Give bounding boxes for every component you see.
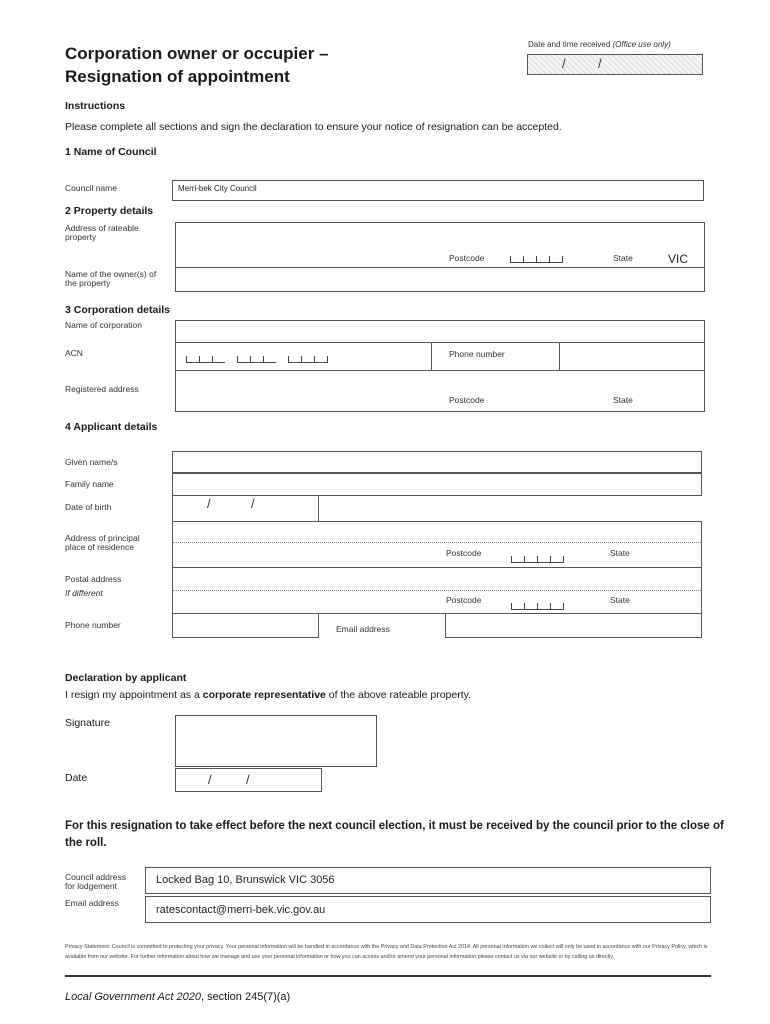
given-names-label: Given name/s [65, 457, 118, 467]
office-use-label-note: (Office use only) [612, 40, 671, 49]
lodgement-email-box [145, 896, 711, 923]
declaration-text [65, 689, 471, 701]
office-date-slash-1: / [562, 56, 566, 71]
postal-address-note-text: If different [65, 588, 103, 598]
dob-field[interactable] [172, 495, 319, 522]
residence-postcode-boxes[interactable] [511, 553, 564, 563]
declaration-date-label: Date [65, 772, 88, 784]
declaration-heading: Declaration by applicant [65, 672, 187, 684]
council-name-field[interactable] [172, 180, 704, 201]
applicant-phone-label: Phone number [65, 620, 121, 630]
footer-rule [65, 975, 711, 977]
declaration-date-slash-2: / [246, 772, 250, 787]
dob-slash-2: / [251, 496, 255, 511]
residence-state-label: State [610, 548, 630, 558]
lodgement-address-box [145, 867, 711, 894]
corporation-phone-label: Phone number [449, 349, 505, 359]
dob-label: Date of birth [65, 502, 112, 512]
lodgement-address-label-line1: Council address [65, 872, 126, 882]
declaration-text-after: of the above rateable property. [325, 689, 472, 701]
section-1-heading: 1 Name of Council [65, 146, 157, 158]
registered-postcode-label: Postcode [449, 395, 485, 405]
property-address-label-line2: property [65, 232, 97, 242]
declaration-text-before: I resign my appointment as a [65, 689, 203, 701]
acn-label: ACN [65, 348, 83, 358]
postal-state-label: State [610, 595, 630, 605]
postal-address-note [65, 589, 103, 598]
residence-dotted-line [173, 542, 701, 543]
applicant-phone-field[interactable] [172, 613, 319, 638]
residence-address-field[interactable] [172, 521, 702, 568]
postal-dotted-line [173, 590, 701, 591]
form-title-line1: Corporation owner or occupier – [65, 44, 329, 63]
owner-name-label-line1: Name of the owner(s) of [65, 269, 157, 279]
dob-slash-1: / [207, 496, 211, 511]
applicant-email-label: Email address [336, 624, 390, 634]
property-postcode-boxes[interactable] [510, 253, 563, 263]
registered-address-label: Registered address [65, 384, 139, 394]
acn-divider [431, 343, 432, 370]
applicant-email-field[interactable] [445, 613, 702, 638]
form-title [65, 42, 329, 88]
lodgement-address-label [65, 873, 126, 891]
declaration-date-slash-1: / [208, 772, 212, 787]
declaration-date-field[interactable] [175, 768, 322, 792]
owner-name-label [65, 270, 156, 288]
registered-address-field[interactable] [175, 370, 705, 412]
postal-address-label: Postal address [65, 574, 122, 584]
lodgement-address-label-line2: for lodgement [65, 881, 117, 891]
property-state-value: VIC [668, 252, 689, 266]
lodgement-email-label: Email address [65, 898, 119, 908]
postal-postcode-boxes[interactable] [511, 600, 564, 610]
property-address-label [65, 224, 139, 242]
lodgement-email-value[interactable]: ratescontact@merri-bek.vic.gov.au [156, 904, 326, 916]
section-3-heading: 3 Corporation details [65, 304, 171, 316]
property-postcode-label: Postcode [449, 253, 485, 263]
residence-address-label-line2: place of residence [65, 542, 134, 552]
registered-state-label: State [613, 395, 633, 405]
instructions-heading: Instructions [65, 100, 126, 112]
property-owner-field[interactable] [176, 268, 704, 291]
property-state-label: State [613, 253, 633, 263]
lodgement-deadline-notice: For this resignation to take effect before the next council election, it must be received by the council prior to the close of the roll. [65, 820, 724, 849]
office-use-label-text: Date and time received [528, 40, 611, 49]
council-name-value: Merri-bek City Council [178, 184, 257, 193]
corporation-name-label: Name of corporation [65, 320, 143, 330]
postal-postcode-label: Postcode [446, 595, 482, 605]
corporation-phone-field[interactable] [559, 343, 705, 370]
footer-act-name: Local Government Act 2020 [65, 991, 201, 1003]
residence-address-label-line1: Address of principal [65, 533, 140, 543]
signature-label: Signature [65, 717, 110, 729]
office-use-label [528, 40, 671, 49]
given-names-field[interactable] [172, 451, 702, 473]
residence-postcode-label: Postcode [446, 548, 482, 558]
declaration-text-bold: corporate representative [202, 689, 326, 701]
family-name-field[interactable] [172, 473, 702, 496]
property-address-label-line1: Address of rateable [65, 223, 139, 233]
corporation-name-field[interactable] [175, 320, 705, 343]
council-name-label: Council name [65, 183, 117, 193]
form-title-line2: Resignation of appointment [65, 67, 290, 86]
lodgement-address-value: Locked Bag 10, Brunswick VIC 3056 [156, 874, 335, 886]
footer-section: , section 245(7)(a) [200, 991, 291, 1003]
property-details-box [175, 222, 705, 292]
owner-name-label-line2: the property [65, 278, 111, 288]
postal-address-field[interactable] [172, 567, 702, 614]
privacy-statement: Privacy Statement: Council is committed to protecting your privacy. Your personal information will be handled in accordance with the Privacy and Data Protection Act 2014. All personal information we collect will only be used in accordance with our Privacy Policy, which is available from our website. For further information about how we manage and use your personal information or how you can access and/or amend your personal information please contact us via our website or by calling us directly. [65, 944, 708, 960]
acn-digit-boxes[interactable] [186, 353, 328, 363]
section-2-heading: 2 Property details [65, 205, 154, 217]
property-address-field[interactable] [176, 223, 704, 267]
acn-phone-row [175, 342, 705, 371]
instructions-text: Please complete all sections and sign the declaration to ensure your notice of resignation can be accepted. [65, 121, 562, 133]
residence-address-label [65, 534, 140, 552]
signature-field[interactable] [175, 715, 377, 767]
office-use-date-box [527, 54, 703, 75]
section-4-heading: 4 Applicant details [65, 421, 158, 433]
office-date-slash-2: / [598, 56, 602, 71]
footer-legislation [65, 991, 290, 1003]
family-name-label: Family name [65, 479, 114, 489]
